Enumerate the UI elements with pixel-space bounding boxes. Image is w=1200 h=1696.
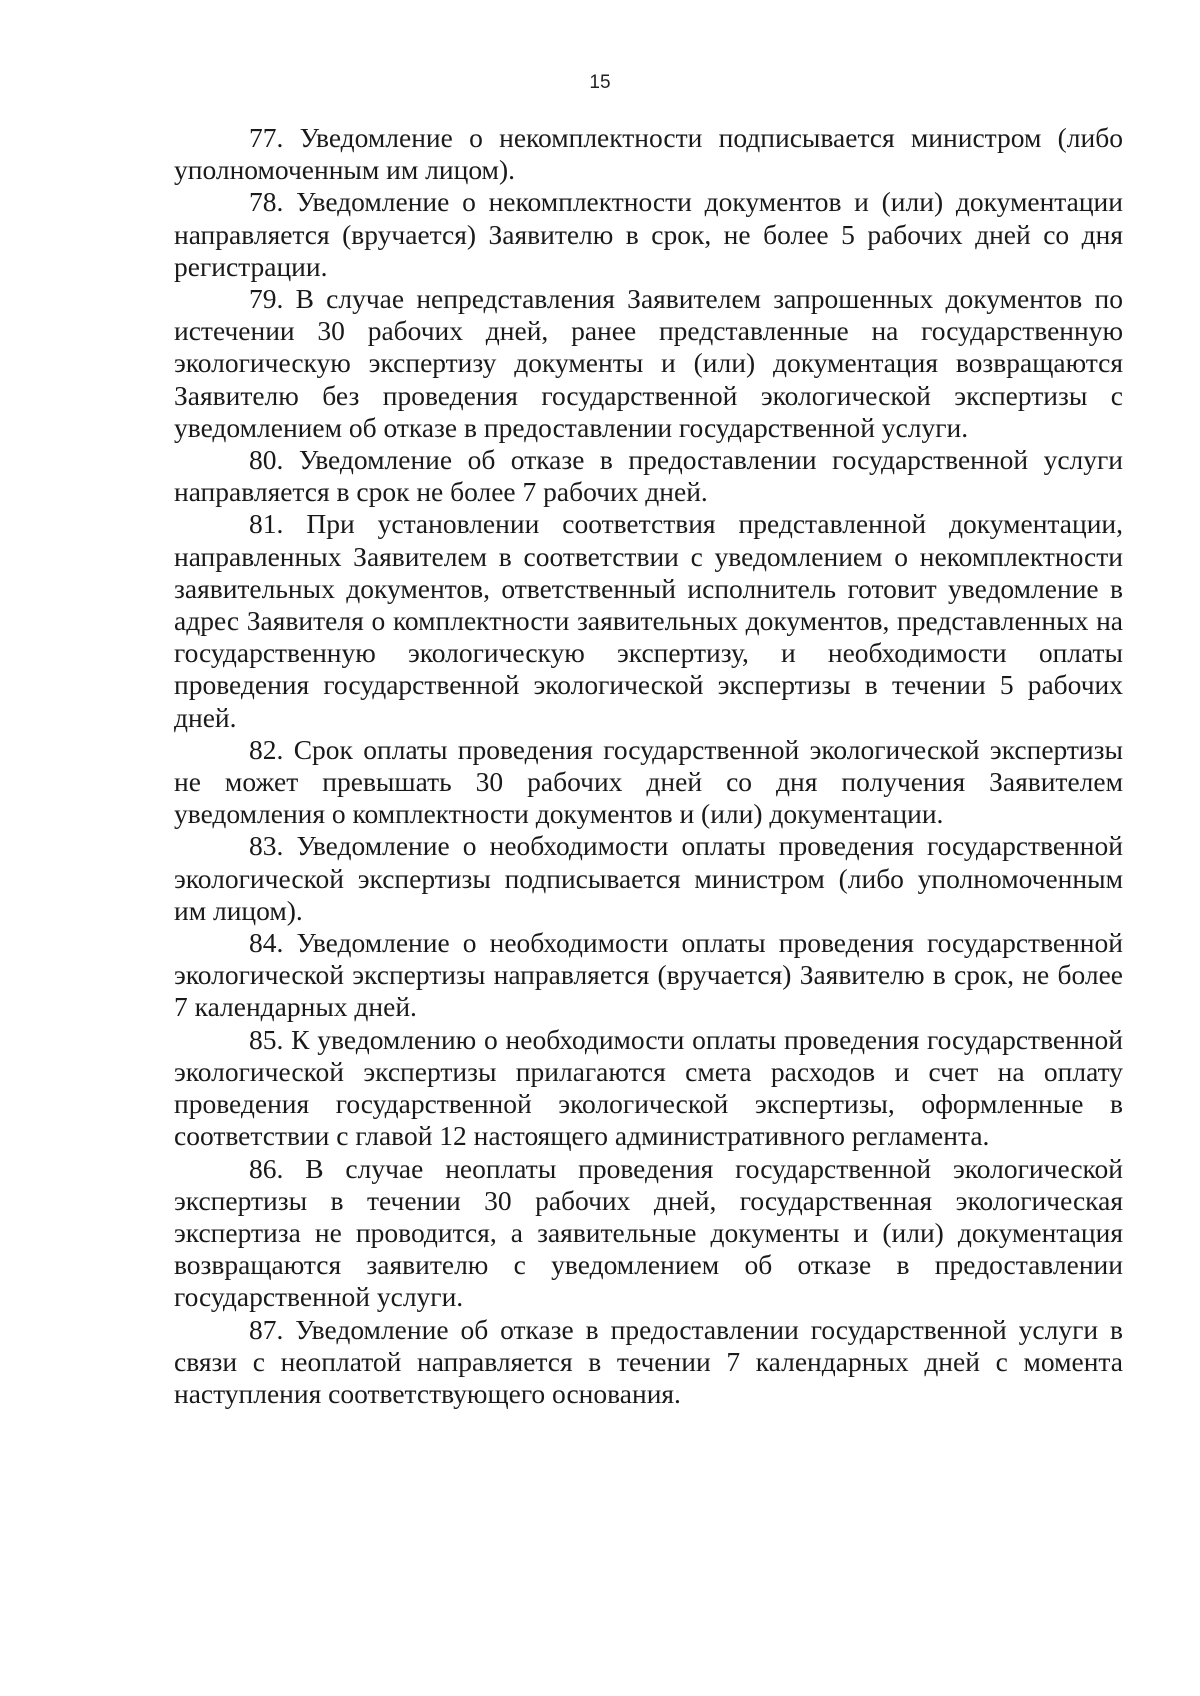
paragraph-87: 87. Уведомление об отказе в предоставлении государственной услуги в связи с неоплатой направляется в течении 7 календарных дней с момента наступления соответствующего основания. xyxy=(174,1313,1123,1409)
paragraph-84: 84. Уведомление о необходимости оплаты проведения государственной экологической экспертизы направляется (вручается) Заявителю в срок, не более 7 календарных дней. xyxy=(174,927,1123,1023)
paragraph-80: 80. Уведомление об отказе в предоставлении государственной услуги направляется в срок не более 7 рабочих дней. xyxy=(174,444,1123,508)
paragraph-79: 79. В случае непредставления Заявителем запрошенных документов по истечении 30 рабочих дней, ранее представленные на государственную экологическую экспертизу документы и (или) документация возвращаются Заявителю без проведения государственной экологической экспертизы с уведомлением об отказе в предоставлении государственной услуги. xyxy=(174,283,1123,443)
page-number: 15 xyxy=(589,72,611,93)
paragraph-77: 77. Уведомление о некомплектности подписывается министром (либо уполномоченным им лицом). xyxy=(174,122,1123,186)
document-body xyxy=(174,122,1123,1410)
paragraph-83: 83. Уведомление о необходимости оплаты проведения государственной экологической экспертизы подписывается министром (либо уполномоченным им лицом). xyxy=(174,830,1123,926)
paragraph-86: 86. В случае неоплаты проведения государственной экологической экспертизы в течении 30 рабочих дней, государственная экологическая экспертиза не проводится, а заявительные документы и (или) документация возвращаются заявителю с уведомлением об отказе в предоставлении государственной услуги. xyxy=(174,1152,1123,1313)
paragraph-85: 85. К уведомлению о необходимости оплаты проведения государственной экологической экспертизы прилагаются смета расходов и счет на оплату проведения государственной экологической экспертизы, оформленные в соответствии с главой 12 настоящего административного регламента. xyxy=(174,1023,1123,1152)
paragraph-81: 81. При установлении соответствия представленной документации, направленных Заявителем в соответствии с уведомлением о некомплектности заявительных документов, ответственный исполнитель готовит уведомление в адрес Заявителя о комплектности заявительных документов, представленных на государственную экологическую экспертизу, и необходимости оплаты проведения государственной экологической экспертизы в течении 5 рабочих дней. xyxy=(174,508,1123,733)
paragraph-78: 78. Уведомление о некомплектности документов и (или) документации направляется (вручается) Заявителю в срок, не более 5 рабочих дней со дня регистрации. xyxy=(174,186,1123,282)
paragraph-82: 82. Срок оплаты проведения государственной экологической экспертизы не может превышать 30 рабочих дней со дня получения Заявителем уведомления о комплектности документов и (или) документации. xyxy=(174,733,1123,830)
